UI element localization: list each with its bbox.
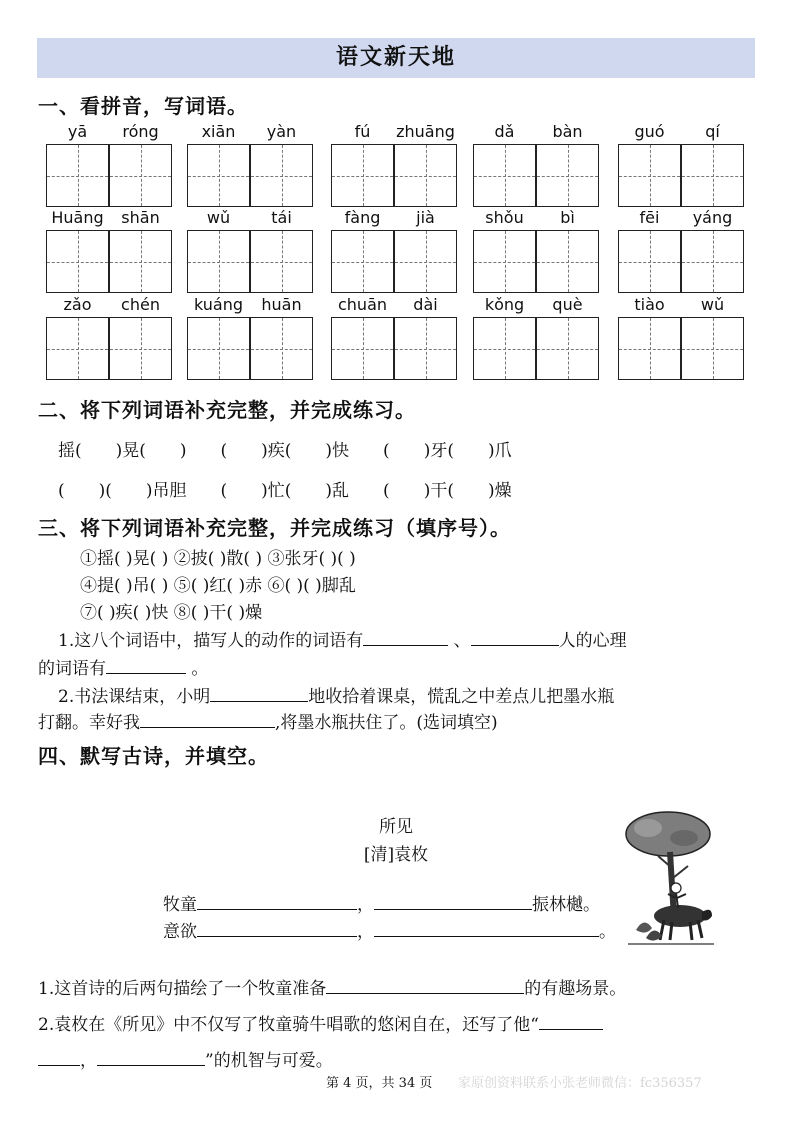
- poem-text: ，: [357, 895, 374, 915]
- pinyin-label: wǔ: [206, 208, 231, 227]
- pinyin-label: tái: [271, 208, 292, 227]
- cell-guide-vertical: [141, 145, 142, 206]
- writing-cell[interactable]: [394, 230, 457, 293]
- writing-cell[interactable]: [473, 230, 536, 293]
- writing-cell[interactable]: [618, 144, 681, 207]
- writing-cell[interactable]: [394, 317, 457, 380]
- pinyin-label: xiān: [201, 122, 236, 141]
- pinyin-label: fú: [354, 122, 371, 141]
- writing-cell[interactable]: [618, 230, 681, 293]
- cell-guide-vertical: [363, 231, 364, 292]
- cell-guide-vertical: [282, 231, 283, 292]
- pinyin-label: zhuāng: [396, 122, 455, 141]
- page-footer: 第 4 页，共 34 页: [326, 1076, 433, 1091]
- pinyin-label: fēi: [639, 208, 660, 227]
- pinyin-label: dǎ: [494, 122, 515, 141]
- answer-blank[interactable]: [363, 627, 448, 646]
- answer-blank[interactable]: [374, 891, 532, 910]
- writing-cell[interactable]: [250, 144, 313, 207]
- answer-blank[interactable]: [106, 655, 186, 674]
- question-text: 打翻。幸好我: [38, 713, 140, 733]
- pinyin-label: bàn: [552, 122, 583, 141]
- question-text: ，: [80, 1051, 97, 1071]
- section3-items2: ④提( )吊( ) ⑤( )红( )赤 ⑥( )( )脚乱: [80, 576, 356, 596]
- section2-heading: 二、将下列词语补充完整，并完成练习。: [38, 398, 416, 422]
- section3-items1: ①摇( )晃( ) ②披( )散( ) ③张牙( )( ): [80, 549, 356, 569]
- cell-guide-vertical: [713, 318, 714, 379]
- question-text: 地收拾着课桌，慌乱之中差点儿把墨水瓶: [308, 687, 615, 707]
- cell-guide-vertical: [505, 231, 506, 292]
- writing-cell[interactable]: [618, 317, 681, 380]
- cell-guide-vertical: [363, 145, 364, 206]
- watermark: 家原创资料联系小张老师微信：fc356357: [458, 1076, 702, 1091]
- cell-guide-vertical: [568, 318, 569, 379]
- pinyin-label: zǎo: [63, 295, 92, 314]
- cowherd-illustration: [618, 808, 718, 946]
- question-text: 、: [453, 631, 471, 651]
- pinyin-label: wǔ: [700, 295, 725, 314]
- cell-guide-vertical: [219, 145, 220, 206]
- writing-cell[interactable]: [109, 317, 172, 380]
- section4-question1: [38, 974, 626, 999]
- question-text: ,将墨水瓶扶住了。(选词填空): [275, 713, 498, 733]
- cell-guide-vertical: [650, 145, 651, 206]
- pinyin-label: shān: [121, 208, 160, 227]
- writing-cell[interactable]: [250, 317, 313, 380]
- pinyin-label: yā: [67, 122, 88, 141]
- pinyin-label: qí: [705, 122, 720, 141]
- poem-line1: [163, 890, 600, 915]
- answer-blank[interactable]: [374, 918, 599, 937]
- section3-heading: 三、将下列词语补充完整，并完成练习（填序号）。: [38, 516, 511, 540]
- cell-guide-vertical: [219, 231, 220, 292]
- pinyin-label: bì: [560, 208, 575, 227]
- answer-blank[interactable]: [38, 1047, 80, 1066]
- cell-guide-vertical: [505, 318, 506, 379]
- pinyin-label: guó: [634, 122, 665, 141]
- cell-guide-vertical: [141, 231, 142, 292]
- answer-blank[interactable]: [197, 918, 357, 937]
- writing-cell[interactable]: [536, 317, 599, 380]
- writing-cell[interactable]: [187, 317, 250, 380]
- pinyin-label: yàn: [266, 122, 297, 141]
- pinyin-label: dài: [413, 295, 438, 314]
- poem-title: 所见: [379, 817, 413, 837]
- page-title: 语文新天地: [335, 45, 456, 70]
- cell-guide-vertical: [713, 145, 714, 206]
- cell-guide-vertical: [426, 231, 427, 292]
- writing-cell[interactable]: [536, 230, 599, 293]
- writing-cell[interactable]: [681, 144, 744, 207]
- pinyin-label: kuáng: [193, 295, 243, 314]
- section3-question2-cont: [38, 708, 498, 733]
- answer-blank[interactable]: [197, 891, 357, 910]
- section4-question2: [38, 1010, 603, 1035]
- question-text: 。: [191, 659, 209, 679]
- writing-cell[interactable]: [187, 144, 250, 207]
- question-text: ”的机智与可爱。: [205, 1051, 333, 1071]
- cell-guide-vertical: [713, 231, 714, 292]
- pinyin-label: Huāng: [51, 208, 104, 227]
- cell-guide-vertical: [426, 145, 427, 206]
- cell-guide-vertical: [568, 145, 569, 206]
- question-text: 1.这首诗的后两句描绘了一个牧童准备: [38, 979, 327, 999]
- cell-guide-vertical: [650, 318, 651, 379]
- answer-blank[interactable]: [210, 683, 308, 702]
- writing-cell[interactable]: [46, 317, 109, 380]
- pinyin-label: chén: [121, 295, 160, 314]
- question-text: 人的心理: [558, 631, 627, 651]
- cell-guide-vertical: [505, 145, 506, 206]
- section3-question1: [58, 626, 627, 651]
- pinyin-label: jià: [416, 208, 435, 227]
- poem-text: 牧童: [163, 895, 197, 915]
- answer-blank[interactable]: [471, 627, 559, 646]
- cell-guide-vertical: [650, 231, 651, 292]
- writing-cell[interactable]: [46, 144, 109, 207]
- question-text: 2.书法课结束，小明: [58, 687, 211, 707]
- section4-heading: 四、默写古诗，并填空。: [38, 744, 269, 768]
- answer-blank[interactable]: [140, 709, 275, 728]
- pinyin-label: shǒu: [485, 208, 524, 227]
- question-text: 的有趣场景。: [524, 979, 627, 999]
- writing-cell[interactable]: [394, 144, 457, 207]
- pinyin-label: kǒng: [484, 295, 525, 314]
- writing-cell[interactable]: [187, 230, 250, 293]
- pinyin-label: tiào: [634, 295, 665, 314]
- writing-cell[interactable]: [473, 144, 536, 207]
- cell-guide-vertical: [363, 318, 364, 379]
- section3-items3: ⑦( )疾( )快 ⑧( )干( )燥: [80, 603, 263, 623]
- poem-text: 。: [599, 922, 616, 942]
- pinyin-label: chuān: [337, 295, 388, 314]
- cell-guide-vertical: [219, 318, 220, 379]
- writing-cell[interactable]: [331, 230, 394, 293]
- question-text: 2.袁枚在《所见》中不仅写了牧童骑牛唱歌的悠闲自在，还写了他“: [38, 1015, 539, 1035]
- poem-line2: [163, 917, 616, 942]
- question-text: 的词语有: [38, 659, 106, 679]
- section3-question2: [58, 682, 614, 707]
- poem-text: 意欲: [163, 922, 197, 942]
- cell-guide-vertical: [568, 231, 569, 292]
- pinyin-label: róng: [122, 122, 159, 141]
- cell-guide-vertical: [141, 318, 142, 379]
- cell-guide-vertical: [282, 145, 283, 206]
- question-text: 1.这八个词语中，描写人的动作的词语有: [58, 631, 364, 651]
- section2-line1: 摇( )晃( ) ( )疾( )快 ( )牙( )爪: [58, 441, 512, 461]
- writing-cell[interactable]: [473, 317, 536, 380]
- writing-cell[interactable]: [536, 144, 599, 207]
- answer-blank[interactable]: [97, 1047, 205, 1066]
- writing-cell[interactable]: [331, 144, 394, 207]
- answer-blank[interactable]: [539, 1011, 603, 1030]
- section4-question2-cont: [38, 1046, 333, 1071]
- cell-guide-vertical: [78, 145, 79, 206]
- poem-text: ，: [357, 922, 374, 942]
- writing-cell[interactable]: [46, 230, 109, 293]
- section1-heading: 一、看拼音，写词语。: [38, 94, 248, 118]
- cell-guide-vertical: [282, 318, 283, 379]
- writing-cell[interactable]: [681, 230, 744, 293]
- writing-cell[interactable]: [331, 317, 394, 380]
- poem-author: [清]袁枚: [363, 845, 429, 865]
- pinyin-label: yáng: [692, 208, 733, 227]
- pinyin-label: fàng: [344, 208, 381, 227]
- cell-guide-vertical: [78, 318, 79, 379]
- poem-text: 振林樾。: [532, 895, 600, 915]
- section3-question1-cont: [38, 654, 208, 679]
- writing-cell[interactable]: [109, 230, 172, 293]
- pinyin-label: què: [552, 295, 583, 314]
- writing-cell[interactable]: [250, 230, 313, 293]
- pinyin-label: huān: [261, 295, 302, 314]
- writing-cell[interactable]: [681, 317, 744, 380]
- cell-guide-vertical: [78, 231, 79, 292]
- cell-guide-vertical: [426, 318, 427, 379]
- section2-line2: ( )( )吊胆 ( )忙( )乱 ( )干( )燥: [58, 481, 512, 501]
- answer-blank[interactable]: [326, 975, 524, 994]
- writing-cell[interactable]: [109, 144, 172, 207]
